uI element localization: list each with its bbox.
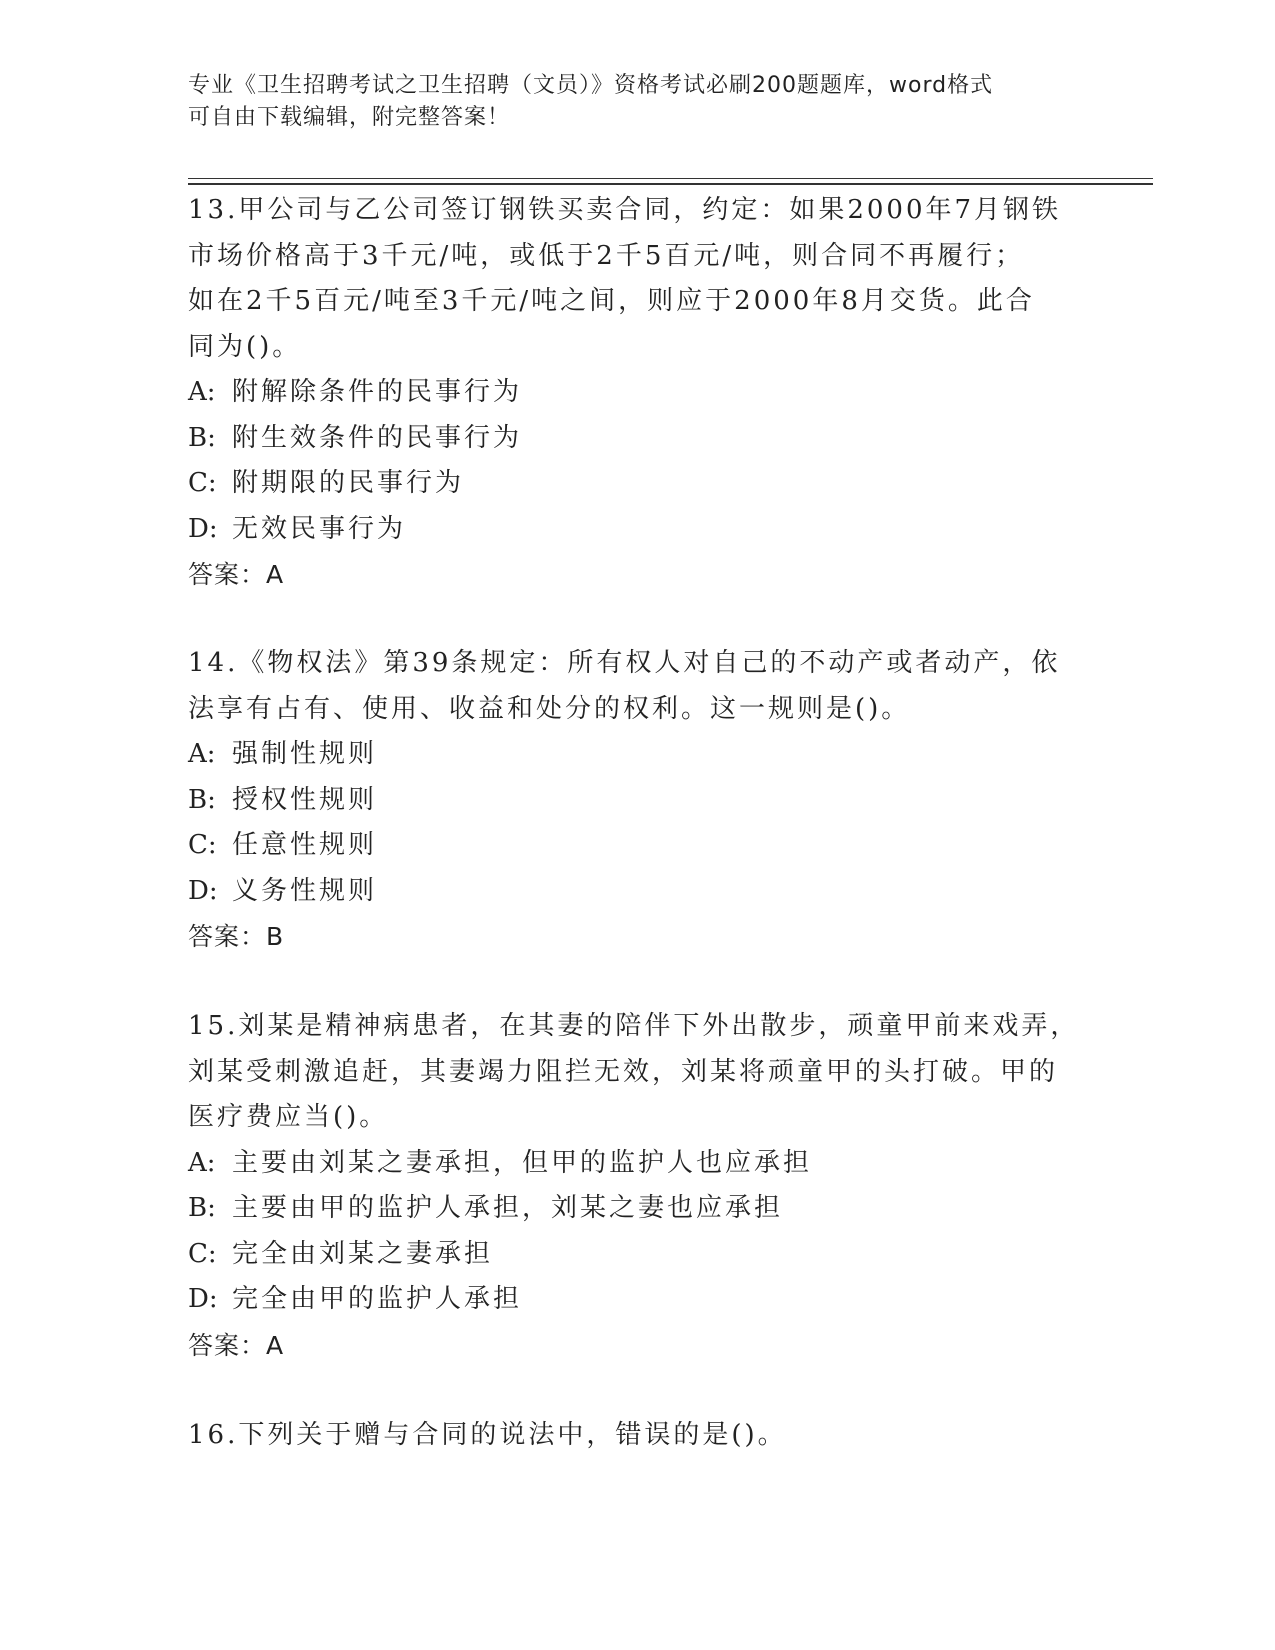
- question-stem: [188, 641, 1088, 732]
- option-a: [188, 732, 1088, 778]
- option-c: [188, 461, 1088, 507]
- option-text: 强制性规则: [232, 739, 378, 769]
- option-b: [188, 1186, 1088, 1232]
- question-stem: [188, 1413, 1088, 1459]
- option-key: A:: [188, 377, 216, 407]
- header-title-line-1: 专业《卫生招聘考试之卫生招聘（文员）》资格考试必刷200题题库，word格式: [188, 73, 994, 98]
- stem-line: 刘某受刺激追赶，其妻竭力阻拦无效，刘某将顽童甲的头打破。甲的: [188, 1056, 1059, 1087]
- question-15: [188, 1004, 1088, 1368]
- option-text: 主要由刘某之妻承担，但甲的监护人也应承担: [232, 1147, 813, 1178]
- option-key: C:: [188, 830, 217, 860]
- option-c: [188, 1232, 1088, 1278]
- option-text: 无效民事行为: [232, 513, 407, 544]
- option-d: [188, 507, 1088, 553]
- option-key: B:: [188, 1193, 216, 1223]
- page-header: [188, 70, 1068, 134]
- option-b: [188, 778, 1088, 824]
- option-key: B:: [188, 784, 216, 815]
- stem-line: 法享有占有、使用、收益和处分的权利。这一规则是()。: [188, 693, 911, 724]
- answer: 答案：A: [188, 560, 285, 589]
- question-16: [188, 1413, 1088, 1459]
- stem-line: 同为()。: [188, 331, 302, 362]
- option-text: 授权性规则: [232, 784, 378, 815]
- stem-line: 14.《物权法》第39条规定：所有权人对自己的不动产或者动产，依: [188, 648, 1061, 678]
- stem-line: 13.甲公司与乙公司签订钢铁买卖合同，约定：如果2000年7月钢铁: [188, 195, 1062, 225]
- option-a: [188, 1141, 1088, 1187]
- option-text: 附生效条件的民事行为: [232, 422, 523, 453]
- option-d: [188, 869, 1088, 915]
- question-13: [188, 188, 1088, 598]
- option-text: 主要由甲的监护人承担，刘某之妻也应承担: [232, 1193, 784, 1223]
- option-key: A:: [188, 739, 216, 769]
- option-b: [188, 416, 1088, 462]
- option-key: C:: [188, 1238, 217, 1269]
- answer: 答案：B: [188, 922, 285, 951]
- option-key: B:: [188, 422, 216, 453]
- option-d: [188, 1277, 1088, 1323]
- option-key: D:: [188, 1284, 218, 1314]
- stem-line: 16.下列关于赠与合同的说法中，错误的是()。: [188, 1420, 787, 1450]
- header-divider-thin: [188, 178, 1153, 179]
- stem-line: 医疗费应当()。: [188, 1102, 389, 1132]
- option-key: D:: [188, 875, 218, 906]
- stem-line: 如在2千5百元/吨至3千元/吨之间，则应于2000年8月交货。此合: [188, 286, 1035, 316]
- stem-line: 15.刘某是精神病患者，在其妻的陪伴下外出散步，顽童甲前来戏弄，: [188, 1011, 1080, 1041]
- answer: 答案：A: [188, 1330, 285, 1360]
- option-text: 完全由甲的监护人承担: [232, 1284, 523, 1314]
- option-text: 任意性规则: [232, 830, 378, 860]
- header-divider-thick: [188, 183, 1153, 185]
- question-stem: [188, 1004, 1088, 1141]
- stem-line: 市场价格高于3千元/吨，或低于2千5百元/吨，则合同不再履行；: [188, 240, 1025, 271]
- option-c: [188, 823, 1088, 869]
- question-14: [188, 641, 1088, 960]
- option-text: 附解除条件的民事行为: [232, 377, 523, 407]
- option-a: [188, 370, 1088, 416]
- option-text: 完全由刘某之妻承担: [232, 1238, 494, 1269]
- option-text: 义务性规则: [232, 875, 378, 906]
- option-text: 附期限的民事行为: [232, 468, 465, 498]
- option-key: C:: [188, 468, 217, 498]
- header-title-line-2: 可自由下载编辑，附完整答案！: [188, 105, 511, 130]
- option-key: D:: [188, 513, 218, 544]
- question-stem: [188, 188, 1088, 370]
- option-key: A:: [188, 1147, 216, 1178]
